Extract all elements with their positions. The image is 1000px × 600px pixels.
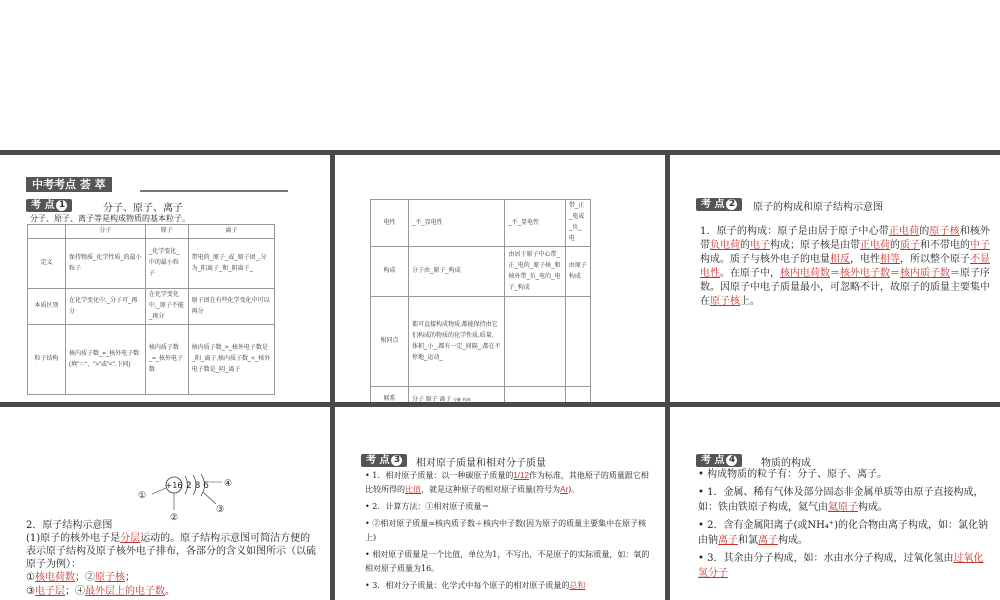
particles-table	[27, 224, 275, 395]
diagram-label: ③	[216, 505, 225, 515]
banner-label-b: 荟 萃	[79, 178, 106, 191]
subsection-title: 2．原子结构示意图	[26, 520, 113, 531]
table-cell: 在化学变化中,_分子可_再分	[66, 289, 146, 325]
answer-blank: 总和	[569, 581, 586, 590]
diagram-label: ②	[170, 513, 179, 522]
diagram-label: ④	[224, 479, 233, 489]
arrow-label: 构成	[462, 396, 471, 402]
atom-structure-paragraph: 1．原子的构成：原子是由居于原子中心带正电荷的原子核和核外带负电荷的电子构成；原子核是由带正电荷的质子和不带电的中子构成。质子与核外电子的电量相反，电性相等，所以整个原子不显电性。在原子中，核内电荷数＝核外电子数＝核内质子数＝原子序数。因原子中电子质量最小，可忽略不计，故原子的质量主要集中在原子核上。	[700, 226, 991, 307]
answer-blank: 中子	[970, 240, 990, 251]
note-item: • 2．含有金属阳离子(或NH₄⁺)的化合物由离子构成，如：氯化钠由钠离子和氯离子构成。	[698, 520, 989, 546]
table-header: 原子	[145, 225, 188, 239]
diagram-answers: ①核电荷数；②原子核； ③电子层；④最外层上的电子数。	[26, 572, 175, 597]
answer-blank: 相等	[880, 254, 900, 265]
nucleus-charge: +16	[165, 481, 183, 490]
table-cell	[505, 297, 565, 387]
sulfur-atom-diagram	[130, 472, 240, 522]
table-cell: 由原子构成	[565, 247, 590, 297]
answer-blank: 原子核	[710, 296, 740, 307]
table-header	[28, 225, 66, 239]
diagram-label: ①	[138, 491, 147, 501]
table-cell: 本质区别	[28, 289, 66, 325]
table-cell: _不_显电性	[505, 200, 565, 247]
answer-blank: 离子	[758, 535, 778, 546]
slide-1-thumbnail[interactable]	[0, 155, 330, 402]
answer-blank: 离子	[718, 535, 738, 546]
link-diagram-text: 分子 原子 离子	[412, 396, 452, 402]
note-item: • ②相对原子质量≈核内质子数＋核内中子数(因为原子的质量主要集中在原子核上)	[365, 519, 647, 542]
table-header: 分子	[66, 225, 146, 239]
kaodian-badge: 考 点 1	[26, 199, 72, 212]
table-cell: 粒子结构	[28, 325, 66, 395]
table-cell: 电性	[371, 200, 409, 247]
table-cell: _不_显电性	[409, 200, 505, 247]
note-item: • 3．其余由分子构成，如：水由水分子构成，过氧化氢由过氧化氢分子	[698, 553, 984, 579]
intro-text: 分子、原子、离子等是构成物质的基本粒子。	[30, 214, 190, 223]
table-cell: 由居于原子中心带_正_电的_原子核_和核外带_负_电的_电子_构成	[505, 247, 565, 297]
table-cell: 带_正_电或_负_电	[565, 200, 590, 247]
table-cell: 构成	[371, 247, 409, 297]
note-item: • 1．金属、稀有气体及部分固态非金属单质等由原子直接构成，如：铁由铁原子构成，氦气由氦原子构成。	[698, 487, 984, 513]
arrow-label: 分解	[453, 396, 462, 402]
structure-diagram-paragraph: (1)原子的核外电子是分层运动的。原子结构示意图可简洁方便的表示原子结构及原子核外电子排布，各部分的含义如图所示（以硫原子为例）：	[26, 533, 316, 570]
slide-6-thumbnail[interactable]	[670, 407, 1000, 600]
table-cell: 分子由_原子_构成	[409, 247, 505, 297]
note-item: • 3．相对分子质量：化学式中每个原子的相对原子质量的总和	[365, 581, 586, 590]
answer-blank: 核电荷数	[34, 572, 75, 583]
answer-blank: 核内质子数	[900, 268, 950, 279]
table-cell: 核内质子数_=_核外电子数(填"＝"、">"或"<".下同)	[66, 325, 146, 395]
answer-blank: 正电荷	[860, 240, 890, 251]
table-cell	[565, 387, 590, 403]
note-item: • 1．相对原子质量：以一种碳原子质量的1/12作为标准，其他原子的质量跟它相比较所得的比值，就是这种原子的相对原子质量(符号为Ar)。	[365, 471, 649, 494]
answer-blank: 相反	[830, 254, 850, 265]
answer-blank: 电子层	[34, 586, 65, 597]
slide-2-thumbnail[interactable]	[335, 155, 665, 402]
answer-blank: 原子核	[94, 572, 125, 583]
slide-3-thumbnail[interactable]	[670, 155, 1000, 402]
answer-blank: 核内电荷数	[780, 268, 830, 279]
answer-blank: 正电荷	[888, 226, 920, 237]
slide-5-thumbnail[interactable]	[335, 407, 665, 600]
kaodian-badge: 考 点 4	[696, 454, 742, 467]
pointer-line	[203, 492, 216, 504]
kaodian-badge: 考 点 3	[361, 454, 407, 467]
table-cell: 定义	[28, 239, 66, 289]
matter-composition-notes	[698, 467, 992, 581]
note-item: • 构成物质的粒子有：分子、原子、离子。	[698, 469, 888, 480]
table-cell: 核内质子数_>_核外电子数是_阳_离子,核内质子数_<_核外电子数是_阴_离子	[188, 325, 274, 395]
pointer-line	[152, 488, 166, 494]
table-cell: 核内质子数_=_核外电子数	[145, 325, 188, 395]
table-cell	[505, 387, 565, 403]
table-header: 离子	[188, 225, 274, 239]
answer-blank: 电子	[750, 240, 770, 251]
answer-blank: 原子核	[929, 226, 960, 237]
topic-title: 原子的构成和原子结构示意图	[753, 202, 883, 213]
table-cell: 在化学变化中,_原子不能_再分	[145, 289, 188, 325]
table-cell: 相同点	[371, 297, 409, 387]
banner-rule	[140, 190, 288, 192]
answer-blank: Ar	[560, 485, 569, 494]
electron-counts: 2 8 6	[186, 481, 209, 491]
answer-blank: 分层	[120, 533, 141, 544]
kaodian-badge: 考 点 2	[696, 198, 742, 211]
topic-title: 相对原子质量和相对分子质量	[416, 458, 546, 469]
table-cell	[565, 297, 590, 387]
slide-4-thumbnail[interactable]	[0, 407, 330, 600]
table-cell: 都可直接构成物质,都能保持由它们构成的物质的化学性质,质量、体积_小_,都有一定_间隔_,都在不停地_运动_	[409, 297, 505, 387]
table-cell: 联系	[371, 387, 409, 403]
answer-blank: 核外电子数	[840, 268, 890, 279]
table-cell	[409, 387, 505, 403]
note-item: • 相对原子质量是一个比值，单位为1，不写出，不是原子的实际质量，如：氧的相对原子质量为16。	[365, 550, 650, 573]
section-banner	[26, 177, 112, 192]
answer-blank: 氦原子	[828, 502, 858, 513]
answer-blank: 比值	[405, 485, 421, 494]
answer-blank: 最外层上的电子数	[84, 586, 165, 597]
relative-mass-notes	[365, 469, 655, 593]
answer-blank: 负电荷	[710, 240, 740, 251]
particles-table-continued	[370, 199, 591, 402]
note-item: • 2．计算方法：①相对原子质量＝	[365, 502, 490, 511]
banner-label: 中考考点	[32, 178, 76, 191]
topic-title: 物质的构成	[761, 458, 811, 469]
answer-blank: 1/12	[513, 471, 529, 480]
table-cell: 原子团在有些化学变化中可以再分	[188, 289, 274, 325]
answer-blank: 不显电性	[700, 254, 990, 279]
table-cell: _化学变化_中的最小粒子	[145, 239, 188, 289]
table-cell: 带电的_原子_或_原子团_,分为_阳离子_和_阴离子_	[188, 239, 274, 289]
answer-blank: 过氧化氢分子	[698, 553, 984, 579]
topic-title: 分子、原子、离子	[103, 203, 183, 214]
answer-blank: 质子	[900, 240, 920, 251]
table-cell: 保持物质_化学性质_的最小粒子	[66, 239, 146, 289]
